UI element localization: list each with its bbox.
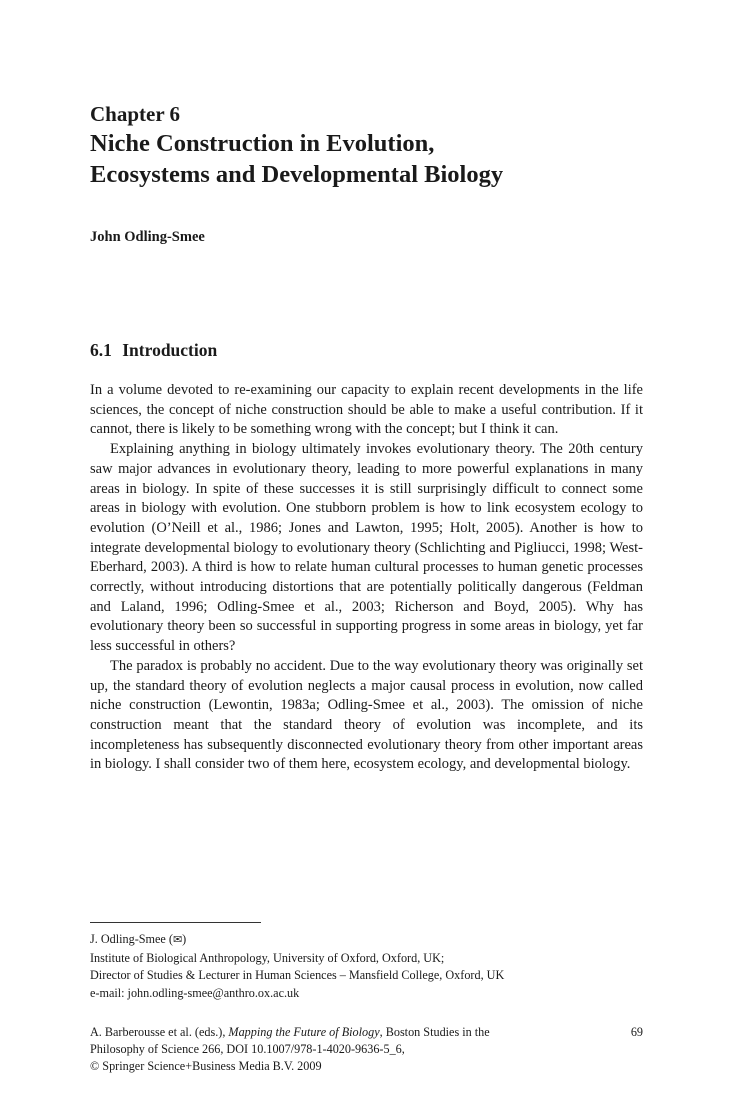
book-citation [90, 1024, 590, 1075]
book-citation-line-1 [90, 1024, 590, 1041]
book-title: Mapping the Future of Biology [228, 1025, 380, 1039]
paragraph: Explaining anything in biology ultimately invokes evolutionary theory. The 20th century saw major advances in evolutionary theory, leading to more powerful explanations in many areas in biology. In spite of these successes it is still surprisingly difficult to connect some areas in biology with evolution. One stubborn problem is how to link ecosystem ecology to evolution (O’Neill et al., 1986; Jones and Lawton, 1995; Holt, 2005). Another is how to integrate developmental biology to evolutionary theory (Schlichting and Pigliucci, 1998; West-Eberhard, 2003). A third is how to relate human cultural processes to human genetic processes correctly, without introducing distortions that are potentially politically dangerous (Feldman and Laland, 1996; Odling-Smee et al., 2003; Richerson and Boyd, 2005). Why has evolutionary theory been so successful in supporting progress in some areas in biology, yet far less successful in others? [90, 441, 643, 655]
author-footnote [90, 931, 650, 1002]
footnote-affiliation-1: Institute of Biological Anthropology, University of Oxford, Oxford, UK; [90, 950, 445, 965]
body-text [90, 381, 643, 775]
paragraph: The paradox is probably no accident. Due to the way evolutionary theory was originally set up, the standard theory of evolution neglects a major causal process in evolution, now called niche construction (Lewontin, 1983a; Odling-Smee et al., 2003). The omission of niche construction meant that the standard theory of evolution was incomplete, and its incompleteness has subsequently disconnected evolutionary theory from other important areas in biology. I shall consider two of them here, ecosystem ecology, and developmental biology. [90, 657, 643, 773]
book-citation-line-2: Philosophy of Science 266, DOI 10.1007/978-1-4020-9636-5_6, [90, 1042, 405, 1056]
book-editors: A. Barberousse et al. (eds.), [90, 1025, 229, 1039]
footnote-author: J. Odling-Smee ( [90, 932, 173, 946]
chapter-title-line-2: Ecosystems and Developmental Biology [90, 161, 504, 188]
section-heading [90, 340, 217, 361]
book-series: , Boston Studies in the [379, 1025, 490, 1039]
chapter-title [90, 128, 650, 190]
footnote-email: e-mail: john.odling-smee@anthro.ox.ac.uk [90, 985, 300, 1000]
section-number: 6.1 [90, 340, 112, 360]
chapter-label: Chapter 6 [90, 102, 181, 126]
footnote-divider [90, 922, 261, 923]
chapter-author: John Odling-Smee [90, 229, 205, 245]
footnote-author-line [90, 931, 650, 950]
book-citation-line-3: © Springer Science+Business Media B.V. 2009 [90, 1059, 322, 1073]
page-number: 69 [630, 1025, 643, 1039]
chapter-title-line-1: Niche Construction in Evolution, [90, 130, 435, 157]
envelope-icon: ✉ [172, 934, 183, 946]
footnote-author-close: ) [182, 932, 187, 946]
section-title: Introduction [122, 340, 218, 360]
paragraph: In a volume devoted to re-examining our capacity to explain recent developments in the life sciences, the concept of niche construction should be able to make a useful contribution. If it cannot, there is likely to be something wrong with the concept; but I think it can. [90, 382, 643, 438]
footnote-affiliation-2: Director of Studies & Lecturer in Human Sciences – Mansfield College, Oxford, UK [90, 968, 505, 982]
